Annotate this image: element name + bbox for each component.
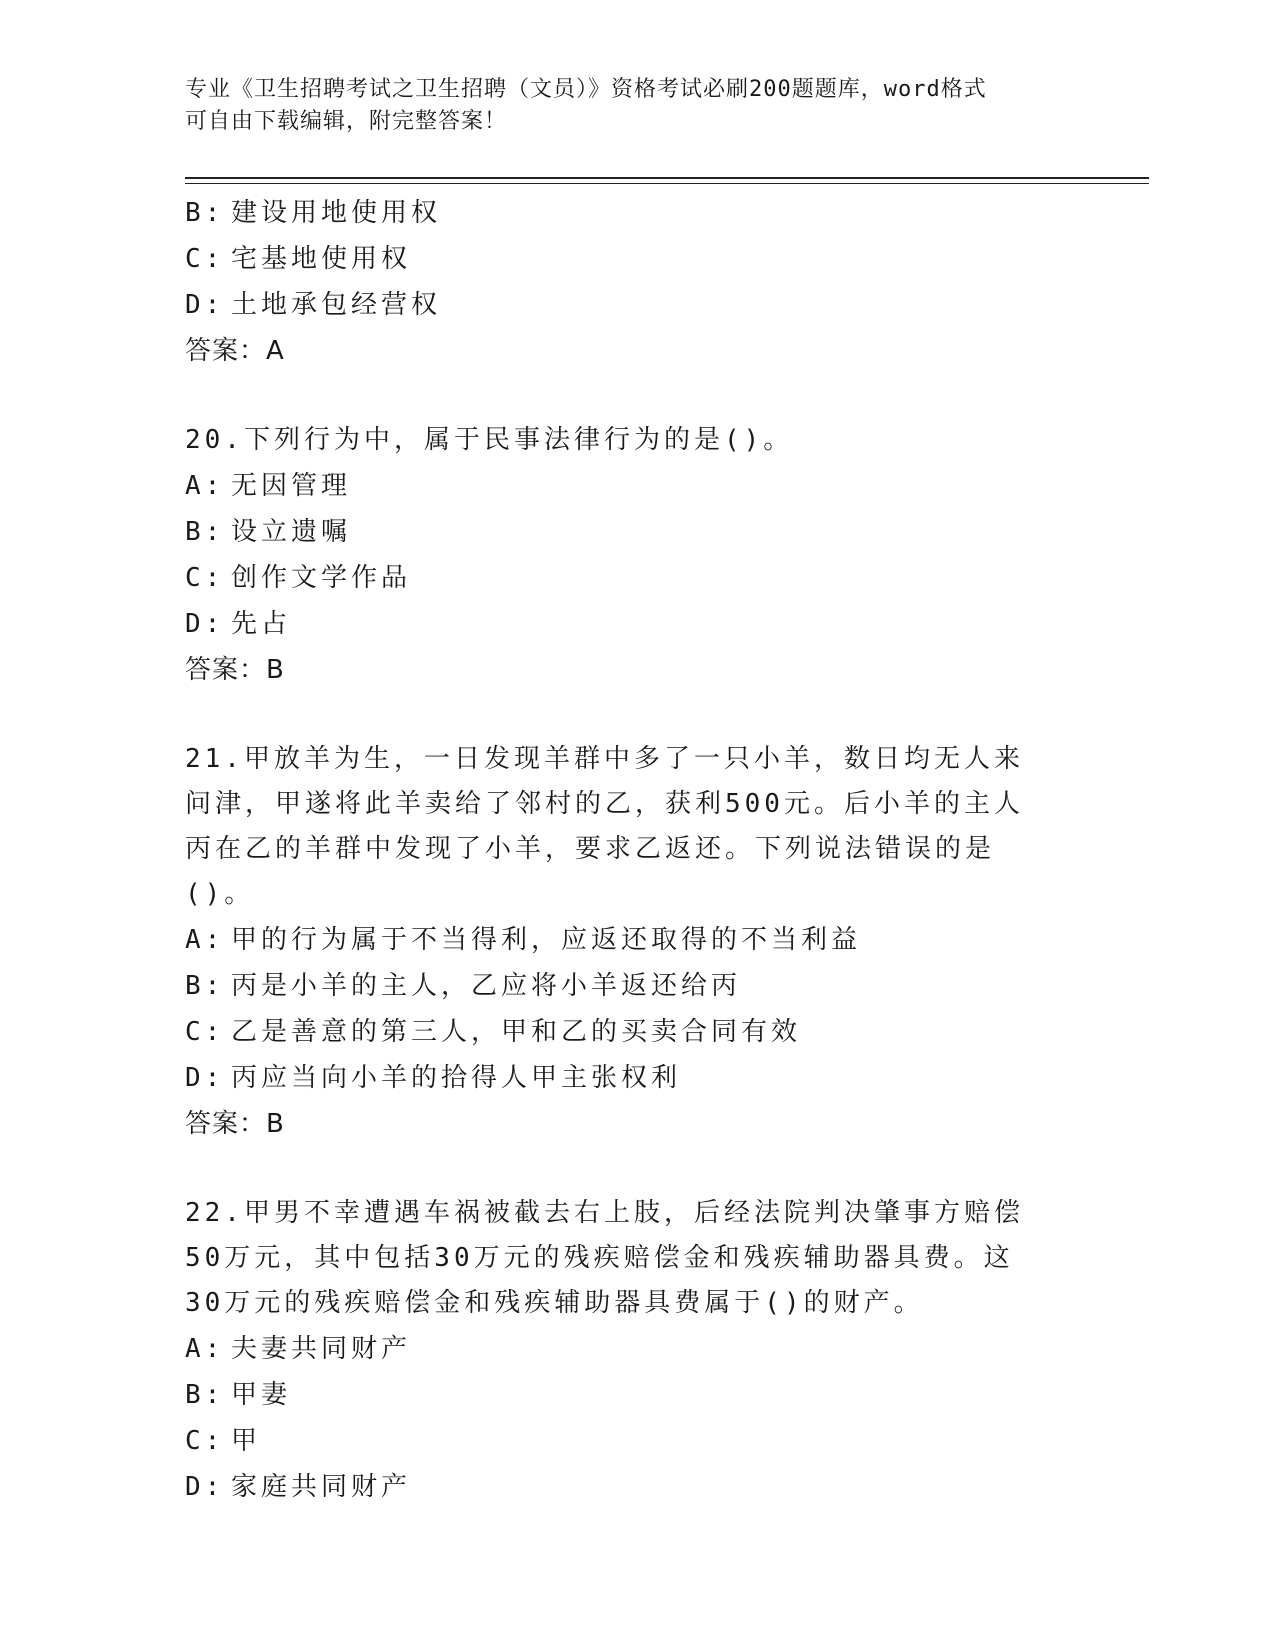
option-label: D: — [185, 1063, 225, 1093]
option-text: 宅基地使用权 — [231, 244, 412, 274]
spacer — [185, 374, 1085, 418]
option-d — [185, 282, 1085, 328]
document-header — [185, 74, 1065, 138]
option-text: 家庭共同财产 — [231, 1472, 412, 1502]
answer-line: 答案：B — [185, 1109, 285, 1139]
question-22 — [185, 1191, 1085, 1510]
option-text: 甲 — [231, 1426, 262, 1456]
option-b — [185, 509, 1085, 555]
option-label: D: — [185, 290, 225, 320]
option-d — [185, 601, 1085, 647]
spacer — [185, 1147, 1085, 1191]
option-text: 甲妻 — [231, 1380, 292, 1410]
option-a — [185, 917, 1085, 963]
question-20 — [185, 418, 1085, 693]
question-stem: 21.甲放羊为生，一日发现羊群中多了一只小羊，数日均无人来问津，甲遂将此羊卖给了邻村的乙，获利500元。后小羊的主人丙在乙的羊群中发现了小羊，要求乙返还。下列说法错误的是()。 — [185, 744, 1024, 909]
option-a — [185, 1326, 1085, 1372]
header-divider-thin — [185, 183, 1149, 184]
option-text: 建设用地使用权 — [231, 198, 442, 228]
answer-line: 答案：A — [185, 336, 285, 366]
option-text: 先占 — [231, 609, 292, 639]
option-label: D: — [185, 609, 225, 639]
option-label: A: — [185, 471, 225, 501]
option-text: 丙应当向小羊的拾得人甲主张权利 — [231, 1063, 682, 1093]
question-stem: 20.下列行为中，属于民事法律行为的是()。 — [185, 425, 794, 455]
option-label: C: — [185, 563, 225, 593]
option-c — [185, 1009, 1085, 1055]
question-21 — [185, 737, 1085, 1147]
question-list — [185, 190, 1085, 1510]
option-b — [185, 963, 1085, 1009]
option-text: 设立遗嘱 — [231, 517, 352, 547]
question-19 — [185, 190, 1085, 374]
question-stem: 22.甲男不幸遭遇车祸被截去右上肢，后经法院判决肇事方赔偿50万元，其中包括30万元的残疾赔偿金和残疾辅助器具费。这30万元的残疾赔偿金和残疾辅助器具费属于()的财产。 — [185, 1198, 1024, 1318]
option-text: 无因管理 — [231, 471, 352, 501]
option-c — [185, 236, 1085, 282]
option-text: 乙是善意的第三人，甲和乙的买卖合同有效 — [231, 1017, 802, 1047]
option-a — [185, 463, 1085, 509]
option-text: 丙是小羊的主人，乙应将小羊返还给丙 — [231, 971, 742, 1001]
header-title-line2: 可自由下载编辑，附完整答案！ — [185, 109, 508, 134]
option-text: 夫妻共同财产 — [231, 1334, 412, 1364]
option-label: A: — [185, 925, 225, 955]
option-label: A: — [185, 1334, 225, 1364]
option-label: C: — [185, 1017, 225, 1047]
option-label: C: — [185, 244, 225, 274]
spacer — [185, 693, 1085, 737]
answer-line: 答案：B — [185, 655, 285, 685]
option-b — [185, 1372, 1085, 1418]
option-text: 甲的行为属于不当得利，应返还取得的不当利益 — [231, 925, 862, 955]
option-label: B: — [185, 198, 225, 228]
option-b — [185, 190, 1085, 236]
option-label: B: — [185, 1380, 225, 1410]
option-d — [185, 1464, 1085, 1510]
option-text: 创作文学作品 — [231, 563, 412, 593]
option-text: 土地承包经营权 — [231, 290, 442, 320]
header-divider-thick — [185, 177, 1149, 179]
option-label: B: — [185, 971, 225, 1001]
option-c — [185, 555, 1085, 601]
option-d — [185, 1055, 1085, 1101]
option-label: B: — [185, 517, 225, 547]
option-c — [185, 1418, 1085, 1464]
option-label: D: — [185, 1472, 225, 1502]
header-title-line1: 专业《卫生招聘考试之卫生招聘（文员）》资格考试必刷200题题库，word格式 — [185, 77, 987, 102]
option-label: C: — [185, 1426, 225, 1456]
